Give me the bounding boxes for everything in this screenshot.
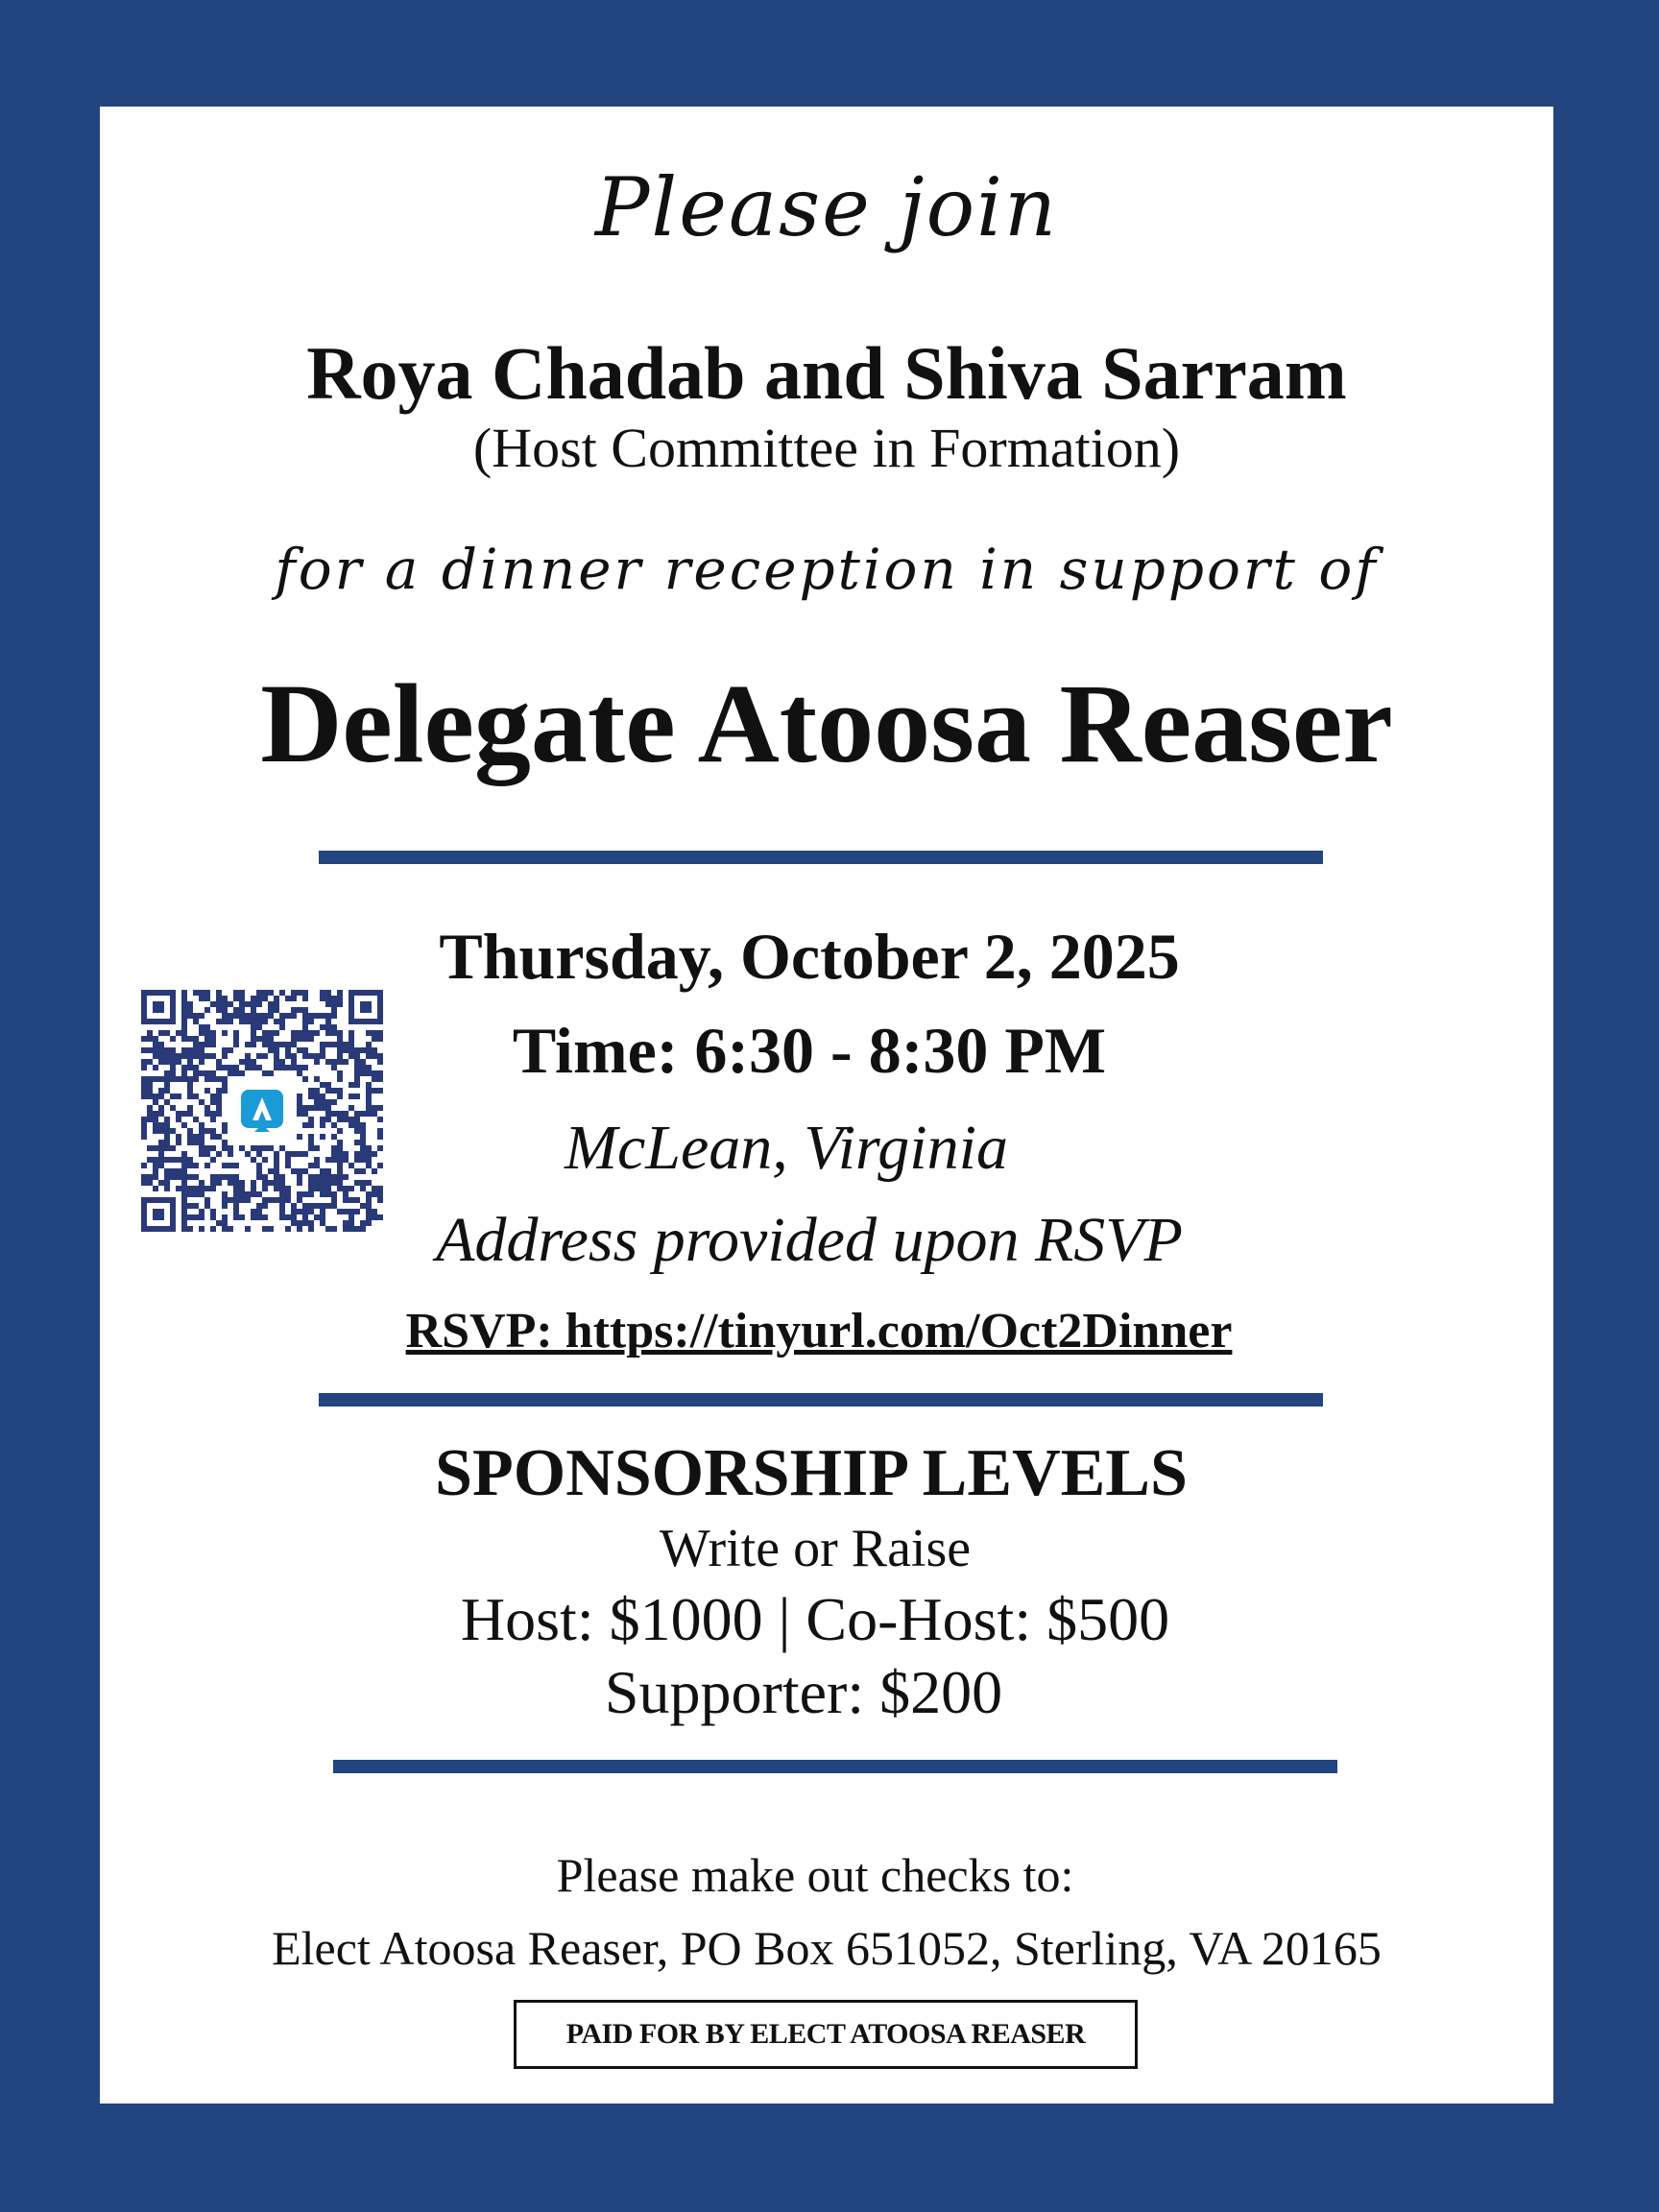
divider-middle	[319, 1393, 1323, 1407]
opening-text: Please join	[594, 160, 1059, 254]
address-note: Address provided upon RSVP	[436, 1205, 1183, 1275]
sponsorship-subheading: Write or Raise	[659, 1519, 972, 1578]
rsvp-link[interactable]: RSVP: https://tinyurl.com/Oct2Dinner	[405, 1304, 1233, 1358]
sponsorship-heading: SPONSORSHIP LEVELS	[435, 1436, 1188, 1510]
purpose-text: for a dinner reception in support of	[275, 537, 1379, 602]
event-time: Time: 6:30 - 8:30 PM	[512, 1014, 1107, 1087]
hosts-heading: Roya Chadab and Shiva Sarram	[306, 331, 1347, 415]
paid-for-disclaimer: PAID FOR BY ELECT ATOOSA REASER	[514, 2000, 1138, 2069]
host-committee-note: (Host Committee in Formation)	[472, 417, 1181, 479]
honoree-title: Delegate Atoosa Reaser	[260, 661, 1393, 786]
event-location: McLean, Virginia	[565, 1113, 1008, 1183]
checks-instruction: Please make out checks to:	[556, 1848, 1074, 1902]
sponsorship-levels-2: Supporter: $200	[604, 1658, 1003, 1726]
sponsorship-levels-1: Host: $1000 | Co-Host: $500	[460, 1585, 1170, 1653]
checks-address: Elect Atoosa Reaser, PO Box 651052, Sterling, VA 20165	[272, 1921, 1382, 1975]
divider-bottom	[333, 1760, 1337, 1773]
event-date: Thursday, October 2, 2025	[439, 920, 1180, 993]
invitation-card	[100, 107, 1553, 2104]
divider-top	[319, 851, 1323, 864]
